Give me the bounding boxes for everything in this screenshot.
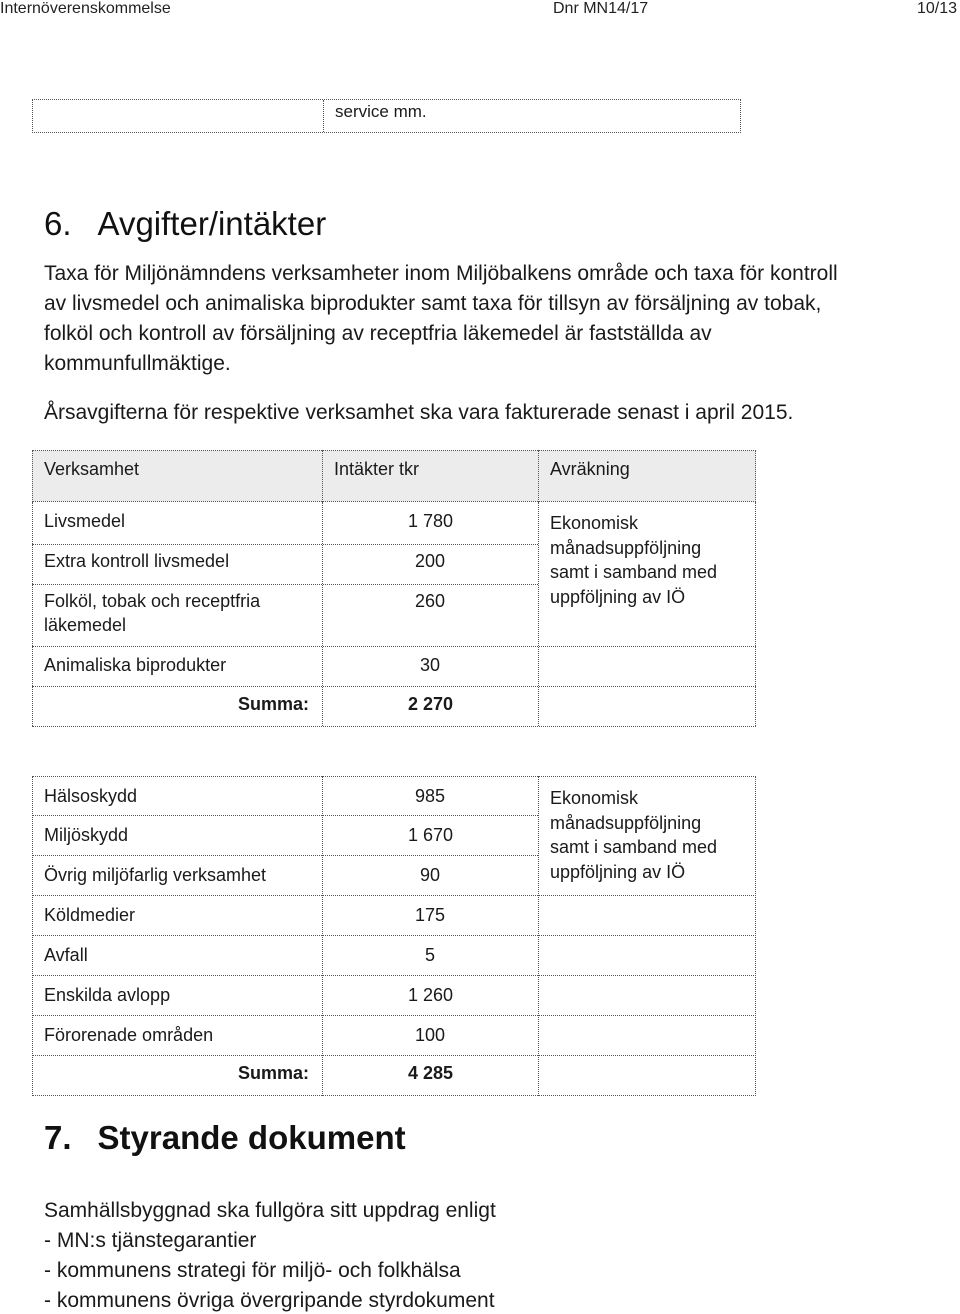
table-row-name: Förorenade områden (44, 1025, 214, 1045)
row-divider (32, 686, 756, 687)
row-divider (32, 975, 756, 976)
row-divider (32, 935, 756, 936)
row-divider (32, 855, 538, 856)
table-row-value: 260 (415, 591, 446, 611)
column-divider (538, 450, 539, 502)
table-row-value: 100 (415, 1025, 446, 1045)
header-verksamhet: Verksamhet (44, 459, 140, 479)
row-divider (32, 646, 756, 647)
settlement-note (550, 511, 717, 609)
paragraph-line: folköl och kontroll av försäljning av receptfria läkemedel är fastställda av (44, 322, 712, 345)
column-divider (322, 776, 323, 1096)
section-number: 6. (44, 205, 72, 242)
list-item: - kommunens strategi för miljö- och folkhälsa (44, 1259, 461, 1282)
doc-type: Internöverenskommelse (0, 0, 171, 17)
paragraph-line: Samhällsbyggnad ska fullgöra sitt uppdrag enligt (44, 1199, 496, 1222)
table-row-value: 30 (420, 655, 441, 675)
header-intakter: Intäkter tkr (334, 459, 420, 479)
table-row-value: 175 (415, 905, 446, 925)
table-row-value: 5 (425, 945, 436, 965)
column-divider (322, 450, 323, 502)
row-divider (32, 544, 538, 545)
note-line: Ekonomisk (550, 513, 639, 533)
section-6-heading (44, 205, 326, 243)
sum-value: 4 285 (408, 1063, 454, 1083)
paragraph-line: kommunfullmäktige. (44, 352, 231, 375)
paragraph-line: av livsmedel och animaliska biprodukter samt taxa för tillsyn av försäljning av tobak, (44, 292, 822, 315)
list-item: - kommunens övriga övergripande styrdokument (44, 1289, 495, 1312)
row-divider (32, 1015, 756, 1016)
note-line: samt i samband med (550, 837, 718, 857)
row-divider (32, 895, 756, 896)
sum-label: Summa: (238, 694, 310, 714)
column-divider (538, 776, 539, 1096)
section-title: Avgifter/intäkter (97, 205, 327, 242)
section-7-heading (44, 1119, 406, 1157)
table-row-name: Köldmedier (44, 905, 136, 925)
sum-label: Summa: (238, 1063, 310, 1083)
table-row-name: Animaliska biprodukter (44, 655, 227, 675)
row-divider (32, 584, 538, 585)
page-number: 10/13 (917, 0, 958, 17)
note-line: månadsuppföljning (550, 812, 702, 833)
table-row-name: Övrig miljöfarlig verksamhet (44, 865, 267, 885)
table-row-name: Hälsoskydd (44, 786, 138, 806)
settlement-note (550, 786, 717, 884)
section-6-paragraph (44, 259, 924, 379)
section-number: 7. (44, 1119, 72, 1156)
header-avrakning: Avräkning (550, 459, 630, 479)
table-row-name-cont: läkemedel (44, 615, 127, 635)
table-row-value: 985 (415, 786, 446, 806)
previous-table-row (32, 99, 741, 133)
note-line: månadsuppföljning (550, 537, 702, 558)
table-row-value: 1 780 (408, 511, 454, 531)
table-row-name: Enskilda avlopp (44, 985, 171, 1005)
note-line: Ekonomisk (550, 788, 639, 808)
note-line: samt i samband med (550, 562, 718, 582)
reference-number: Dnr MN14/17 (553, 0, 649, 17)
section-title: Styrande dokument (97, 1119, 406, 1156)
table-row-name: Extra kontroll livsmedel (44, 551, 230, 571)
paragraph-line: Taxa för Miljönämndens verksamheter inom Miljöbalkens område och taxa för kontroll (44, 262, 838, 285)
note-line: uppföljning av IÖ (550, 861, 686, 882)
column-divider (538, 502, 539, 726)
table-row-value: 200 (415, 551, 446, 571)
row-divider (32, 726, 756, 727)
table-row-name: Livsmedel (44, 511, 126, 531)
row-divider (32, 1055, 756, 1056)
row-divider (32, 815, 538, 816)
table-row-value: 1 260 (408, 985, 454, 1005)
table-row-name: Folköl, tobak och receptfria (44, 591, 261, 611)
annual-fee-paragraph: Årsavgifterna för respektive verksamhet ska vara fakturerade senast i april 2015. (44, 401, 794, 424)
list-item: - MN:s tjänstegarantier (44, 1229, 257, 1252)
cell-divider (323, 100, 324, 132)
note-line: uppföljning av IÖ (550, 586, 686, 607)
column-divider (322, 502, 323, 726)
table-row-name: Miljöskydd (44, 825, 129, 845)
sum-value: 2 270 (408, 694, 454, 714)
table-row-value: 90 (420, 865, 441, 885)
section-7-paragraph (44, 1196, 496, 1314)
previous-table-cell: service mm. (335, 102, 427, 121)
table-row-name: Avfall (44, 945, 88, 965)
table-row-value: 1 670 (408, 825, 454, 845)
